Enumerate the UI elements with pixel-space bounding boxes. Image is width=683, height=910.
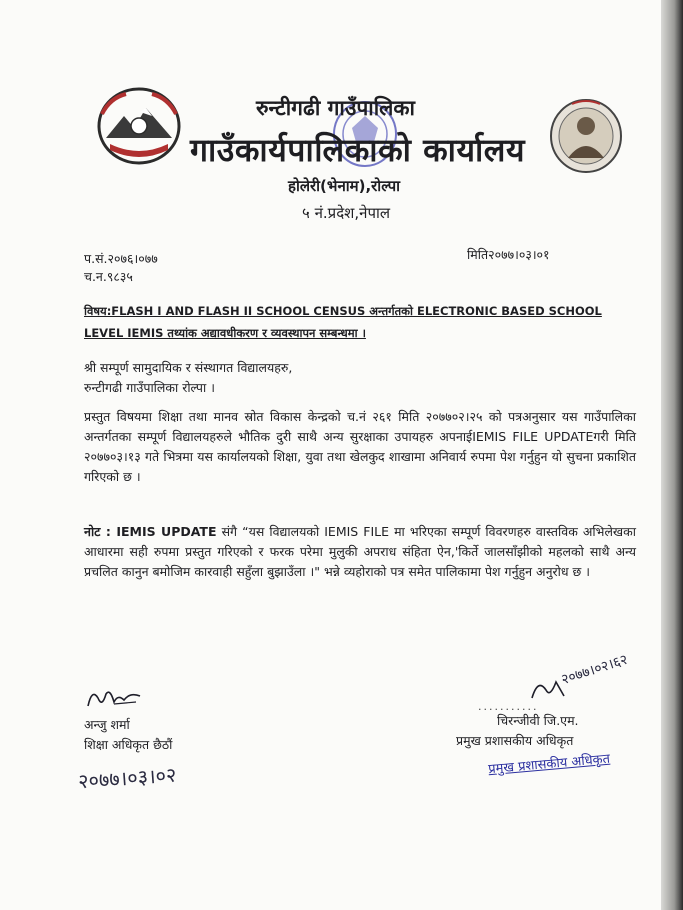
nepal-emblem-logo — [96, 86, 182, 166]
municipality-name: रुन्टीगढी गाउँपालिका — [256, 96, 415, 120]
signature-dots: ........... — [478, 700, 539, 713]
left-signatory-name: अन्जु शर्मा — [84, 717, 130, 732]
reference-cn: च.न.९८३५ — [84, 269, 133, 284]
right-signatory-title: प्रमुख प्रशासकीय अधिकृत — [456, 733, 574, 748]
address-line-2: ५ नं.प्रदेश,नेपाल — [302, 204, 391, 222]
left-signatory-title: शिक्षा अधिकृत छैठौं — [84, 737, 173, 752]
left-handwritten-date: २०७७।०३।०२ — [77, 762, 178, 794]
letter-date: मिति२०७७।०३।०१ — [467, 247, 550, 262]
addressee-line-2: रुन्टीगढी गाउँपालिका रोल्पा । — [84, 380, 215, 395]
left-signature — [84, 684, 144, 714]
right-handwritten-date: २०७७।०२।६२ — [559, 651, 630, 689]
right-signatory-name: चिरन्जीवी जि.एम. — [497, 713, 579, 728]
municipal-seal-logo — [548, 96, 624, 176]
addressee-line-1: श्री सम्पूर्ण सामुदायिक र संस्थागत विद्यालयहरु, — [84, 360, 293, 375]
page-shadow-edge — [661, 0, 683, 910]
addressee — [84, 358, 292, 398]
body-paragraph: प्रस्तुत विषयमा शिक्षा तथा मानव स्रोत विकास केन्द्रको च.नं २६१ मिति २०७७०२।२५ को पत्रअनुसार यस गाउँपालिका अन्तर्गतका सम्पूर्ण विद्यालयहरुले भौतिक दुरी साथै अन्य सुरक्षाका उपायहरु अपनाईIEMIS FILE UPDATEगरी मिति २०७७०३।१३ गते भित्रमा यस कार्यालयको शिक्षा, युवा तथा खेलकुद शाखामा अनिवार्य रुपमा पेश गर्नुहुन यो सुचना प्रकाशित गरिएको छ । — [84, 409, 636, 484]
officer-stamp-text: प्रमुख प्रशासकीय अधिकृत — [487, 751, 611, 778]
note-paragraph — [84, 522, 636, 582]
address-line-1: होलेरी(भेनाम),रोल्पा — [288, 177, 401, 195]
office-title: गाउँकार्यपालिकाको कार्यालय — [190, 131, 526, 169]
note-text: संगै “यस विद्यालयको IEMIS FILE मा भरिएका सम्पूर्ण विवरणहरु वास्तविक अभिलेखका आधारमा सही रुपमा प्रस्तुत गरिएको र फरक परेमा मुलुकी अपराध संहिता ऐन,'किर्ते जालसाँझीको महलको साथै अन्य प्रचलित कानुन बमोजिम कारवाही सहुँला बुझाउँला ।" भन्ने व्यहोराको पत्र समेत पालिकामा पेश गर्नुहुन अनुरोध छ । — [84, 524, 636, 579]
reference-ps: प.सं.२०७६।०७७ — [84, 251, 158, 266]
note-label: नोट : IEMIS UPDATE — [84, 524, 217, 539]
subject-line: विषय:FLASH I AND FLASH II SCHOOL CENSUS अन्तर्गतको ELECTRONIC BASED SCHOOL LEVEL IEMIS तथ्यांक अद्यावधीकरण र व्यवस्थापन सम्बन्धमा । — [84, 304, 602, 340]
